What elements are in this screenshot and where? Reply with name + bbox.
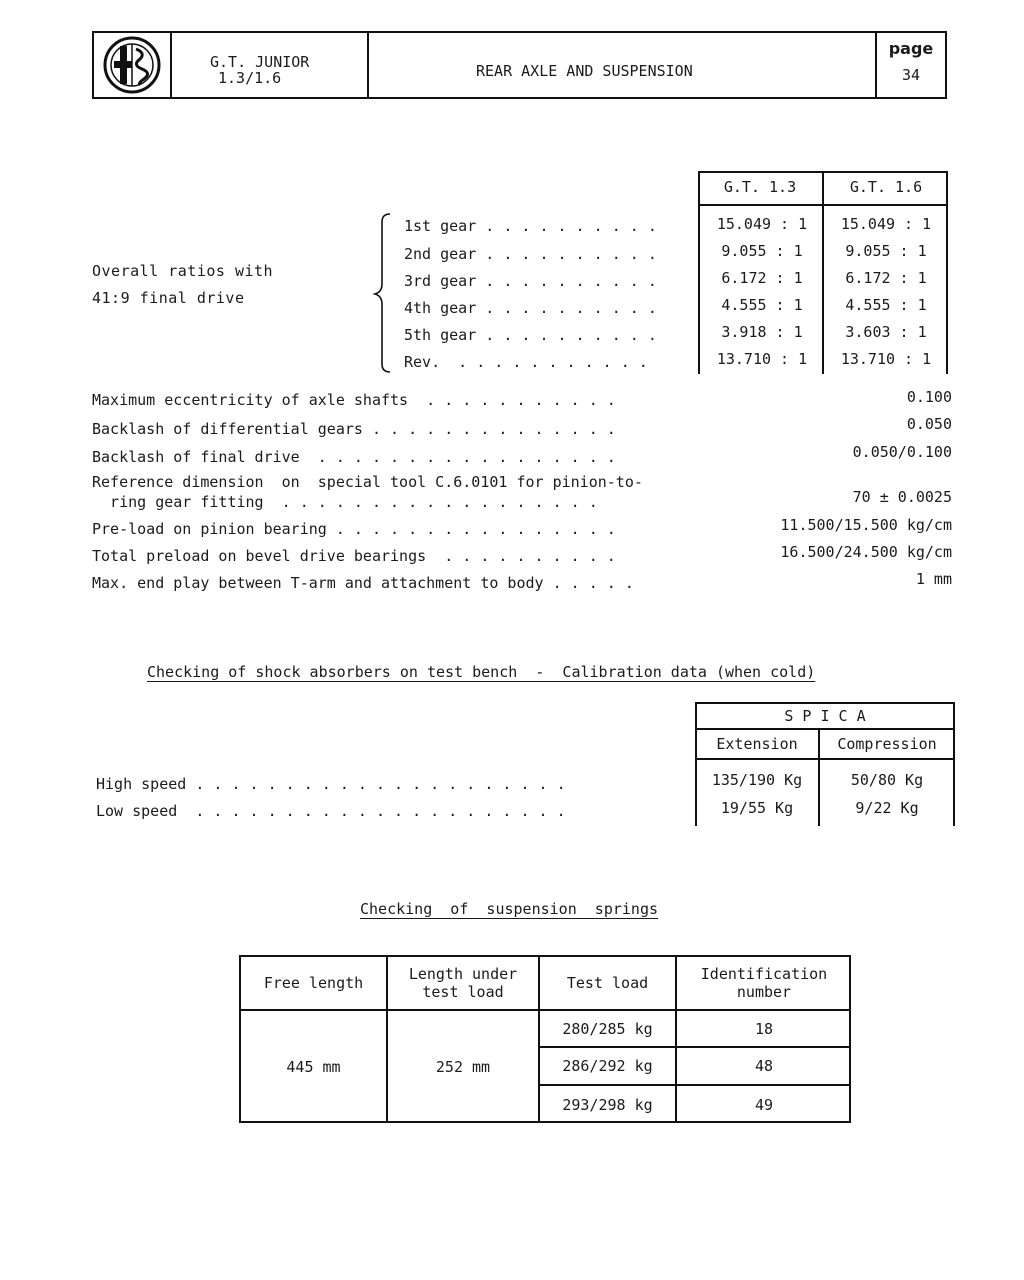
spec-value-bevel-preload: 16.500/24.500 kg/cm [780,543,952,561]
spec-value-final-backlash: 0.050/0.100 [852,443,952,461]
spec-label-final-backlash: Backlash of final drive . . . . . . . . . . . . . . . . . [92,448,616,466]
gt16-gear4: 4.555 : 1 [845,296,927,314]
model-versions: 1.3/1.6 [218,69,282,87]
gt13-gear2: 9.055 : 1 [721,242,803,260]
ratios-intro-line1: Overall ratios with [92,262,274,280]
spec-label-pinion-preload: Pre-load on pinion bearing . . . . . . . . . . . . . . . . [92,520,616,538]
spec-value-eccentricity: 0.100 [906,388,952,406]
springs-load-3: 293/298 kg [562,1095,653,1114]
springs-col-free: Free length [263,974,364,992]
ratios-intro-line2: 41:9 final drive [92,289,245,307]
gear-brace [370,212,392,374]
gt13-gear4: 4.555 : 1 [721,296,803,314]
shock-low-compression: 9/22 Kg [855,799,919,817]
page-label: page [888,39,934,58]
springs-table [239,955,851,1123]
ratio-table [698,171,948,374]
model-name: G.T. JUNIOR [210,53,310,71]
shock-low-extension: 19/55 Kg [720,799,794,817]
springs-free-length: 445 mm [286,1058,341,1076]
spec-value-reference-dim: 70 ± 0.0025 [852,488,952,506]
springs-col-id: Identification number [700,965,828,1001]
page-header [92,31,947,99]
gt16-gear3: 6.172 : 1 [845,269,927,287]
shock-label-low: Low speed . . . . . . . . . . . . . . . . . . . . . [96,802,566,820]
shock-label-high: High speed . . . . . . . . . . . . . . . . . . . . . [96,775,566,793]
gt16-gear5: 3.603 : 1 [845,323,927,341]
shock-table [695,702,955,826]
shock-high-compression: 50/80 Kg [850,771,924,789]
gt13-gear1: 15.049 : 1 [716,215,808,233]
col-gt16-header: G.T. 1.6 [849,178,923,196]
brand-logo-cell [94,33,172,97]
alfa-romeo-logo-icon [102,35,162,95]
springs-col-test: Test load [566,974,649,992]
gt16-rev: 13.710 : 1 [840,350,932,368]
gt13-gear5: 3.918 : 1 [721,323,803,341]
spec-label-reference-dim-cont: ring gear fitting . . . . . . . . . . . . . . . . . . [92,493,598,511]
gt16-gear1: 15.049 : 1 [840,215,932,233]
springs-load-1: 280/285 kg [562,1019,653,1038]
spec-label-eccentricity: Maximum eccentricity of axle shafts . . . . . . . . . . . [92,391,616,409]
springs-heading: Checking of suspension springs [360,900,659,918]
spec-label-reference-dim: Reference dimension on special tool C.6.0101 for pinion-to- [92,473,643,491]
spec-value-diff-backlash: 0.050 [906,415,952,433]
gear-label-1: 1st gear . . . . . . . . . . [404,217,657,235]
page-cell [877,33,945,97]
spec-label-diff-backlash: Backlash of differential gears . . . . . . . . . . . . . . [92,420,616,438]
col-gt13-header: G.T. 1.3 [723,178,797,196]
shock-col-compression: Compression [837,735,937,753]
gt13-gear3: 6.172 : 1 [721,269,803,287]
springs-load-2: 286/292 kg [562,1057,653,1075]
gt13-rev: 13.710 : 1 [716,350,808,368]
gear-label-2: 2nd gear . . . . . . . . . . [404,245,657,263]
springs-col-length: Length under test load [408,965,518,1001]
section-title: REAR AXLE AND SUSPENSION [369,33,877,97]
shock-heading: Checking of shock absorbers on test bench - Calibration data (when cold) [147,663,816,681]
gear-label-3: 3rd gear . . . . . . . . . . [404,272,657,290]
shock-brand: S P I C A [784,707,866,725]
gt16-gear2: 9.055 : 1 [845,242,927,260]
spec-label-end-play: Max. end play between T-arm and attachment to body . . . . . [92,574,634,592]
springs-id-1: 18 [754,1019,774,1038]
shock-col-extension: Extension [716,735,798,753]
page-number: 34 [901,66,921,84]
model-cell [172,33,369,97]
gear-label-5: 5th gear . . . . . . . . . . [404,326,657,344]
gear-label-4: 4th gear . . . . . . . . . . [404,299,657,317]
springs-id-3: 49 [754,1095,774,1114]
spec-label-bevel-preload: Total preload on bevel drive bearings . . . . . . . . . . [92,547,616,565]
shock-high-extension: 135/190 Kg [711,771,803,789]
spec-value-pinion-preload: 11.500/15.500 kg/cm [780,516,952,534]
springs-length-under-load: 252 mm [435,1058,491,1076]
springs-id-2: 48 [754,1057,774,1075]
gear-label-rev: Rev. . . . . . . . . . . . [404,353,648,371]
spec-value-end-play: 1 mm [915,570,952,588]
